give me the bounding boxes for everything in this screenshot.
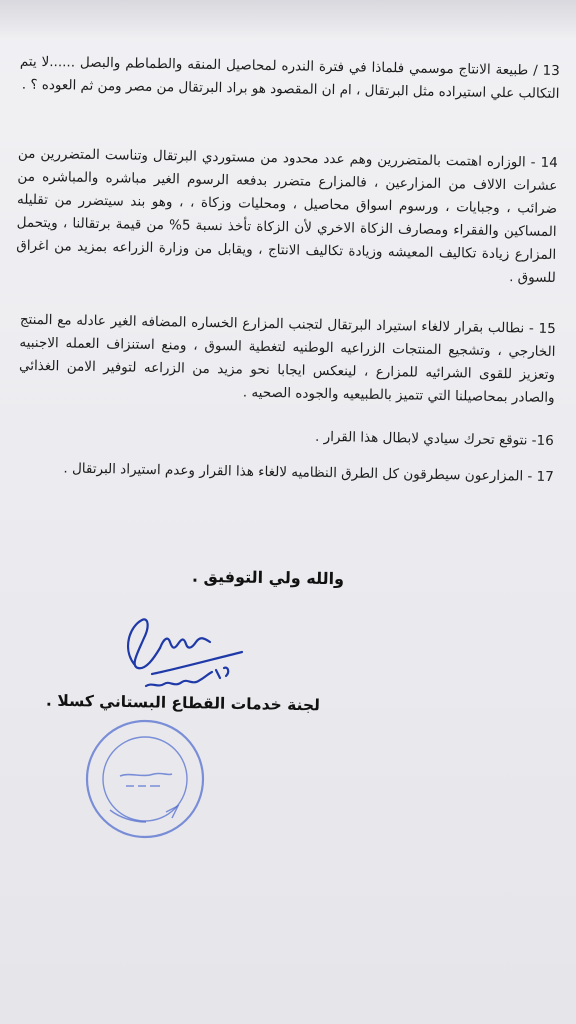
official-stamp xyxy=(80,714,210,844)
paper-shadow xyxy=(0,0,576,40)
closing-phrase: والله ولي التوفيق . xyxy=(191,566,345,589)
paragraph-17: 17 - المزارعون سيطرقون كل الطرق النظاميه لالغاء هذا القرار وعدم استيراد البرتقال . xyxy=(63,460,554,485)
handwritten-signature xyxy=(112,608,262,698)
paragraph-16: 16- نتوقع تحرك سيادي لابطال هذا القرار . xyxy=(314,428,554,449)
committee-name: لجنة خدمات القطاع البستاني كسلا . xyxy=(45,691,321,715)
paragraph-15: 15 - نطالب بقرار لالغاء استيراد البرتقال لتجنب المزارع الخساره المضافه الغير عادله مع المنتج الخارجي ، وتشجيع المنتجات الزراعيه الوطنيه لتغطية السوق ، ومنع استنزاف العمله الاجنبيه وتعزيز للقوى الشرائيه للمزارع ، لينعكس ايجابا نحو مزيد من الزراعه لتوفير الامن الغذائي والصادر بمحاصيلنا التي تتميز بالطبيعيه والجوده الصحيه . xyxy=(18,311,556,406)
paragraph-14: 14 - الوزاره اهتمت بالمتضررين وهم عدد محدود من مستوردي البرتقال وتناست المتضررين من عشرات الالاف من المزارعين ، فالمزارع متضرر بدفعه الرسوم الغير مباشره والمباشره من ضرائب ، وجبايات ، ورسوم اسواق محاصيل ، ومحليات وزكاة ، ، وهو بند سيتضرر من تقليله المساكين والفقراء ومصارف الزكاة الاخري لأن الزكاة تأخذ نسبة 5% من قيمة برتقالنا ، ويتحمل المزارع زيادة تكاليف المعيشه وزيادة تكاليف الانتاج ، ويقابل من وزارة الزراعه بمزيد من اغراق للسوق . xyxy=(16,145,558,286)
paragraph-13: 13 / طبيعة الانتاج موسمي فلماذا في فترة الندره لمحاصيل المنقه والطماطم والبصل ......لا يتم التكالب علي استيراده مثل البرتقال ، ام ان المقصود هو براد البرتقال من مصر ومن ثم العوده ؟ . xyxy=(19,53,560,102)
